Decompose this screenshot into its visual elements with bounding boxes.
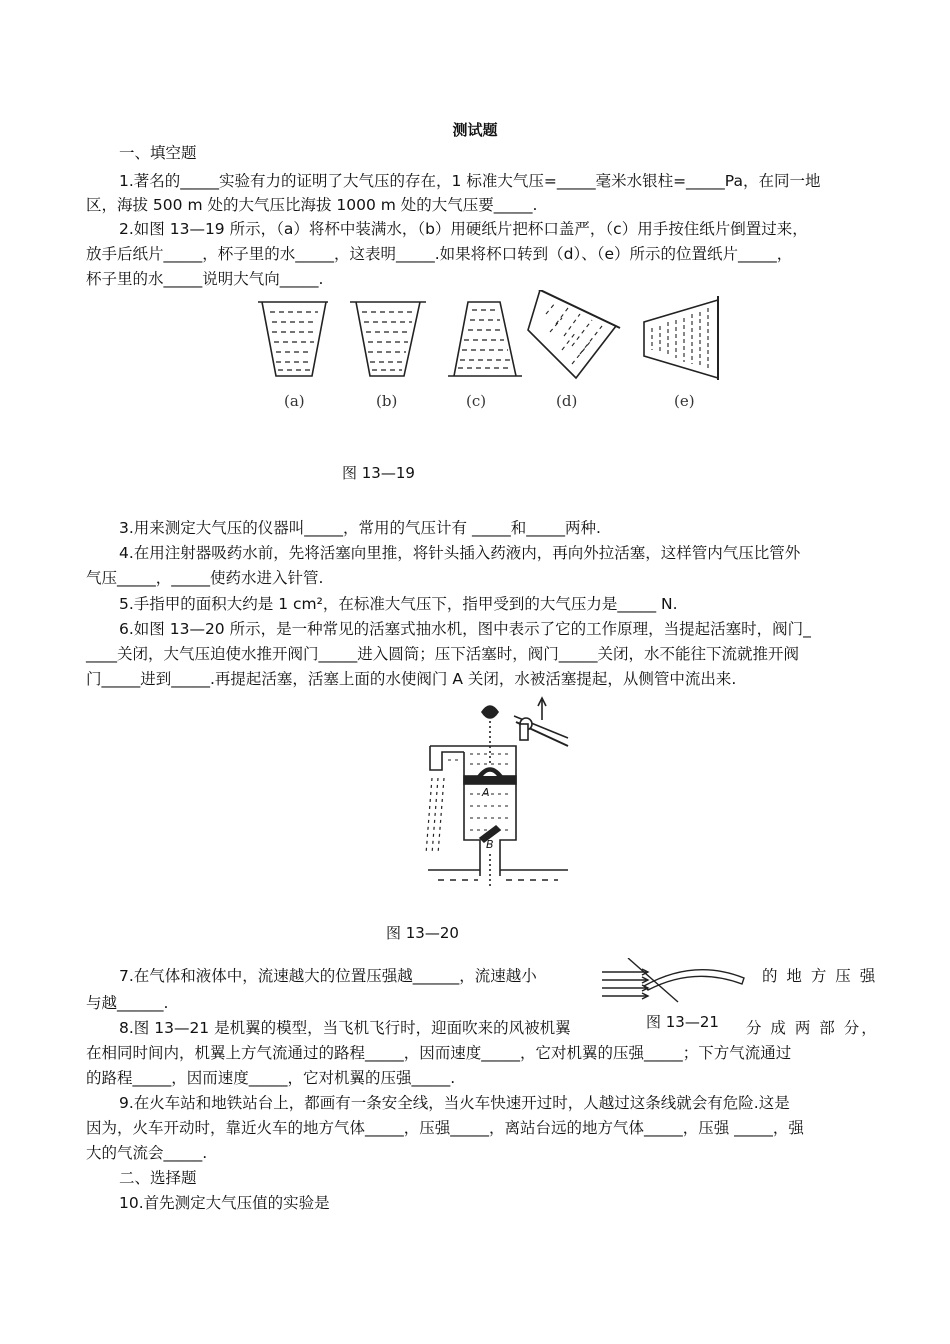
cup-c-label: (c): [466, 392, 487, 410]
cup-e-label: (e): [674, 392, 695, 410]
question-8-line-1-end: 分 成 两 部 分，: [746, 1019, 879, 1037]
question-2-line-1: 2.如图 13—19 所示，（a）将杯中装满水，（b）用硬纸片把杯口盖严，（c）用手按住纸片倒置过来，: [119, 220, 808, 238]
question-4-line-1: 4.在用注射器吸药水前，先将活塞向里推，将针头插入药液内，再向外拉活塞，这样管内气压比管外: [119, 544, 801, 562]
section-heading-multiple-choice: 二、选择题: [119, 1169, 197, 1187]
figure-13-19-caption: 图 13—19: [342, 464, 415, 482]
question-6-line-1: 6.如图 13—20 所示，是一种常见的活塞式抽水机，图中表示了它的工作原理，当提起活塞时，阀门_: [119, 620, 811, 638]
question-8-line-2: 在相同时间内，机翼上方气流通过的路程_____，因而速度_____，它对机翼的压强_____；下方气流通过: [86, 1044, 792, 1062]
figure-13-21-caption: 图 13—21: [646, 1013, 719, 1031]
cups-figure: [250, 290, 730, 380]
cup-e-illustration: [644, 296, 718, 380]
question-2-line-2: 放手后纸片_____，杯子里的水_____，这表明_____.如果将杯口转到（d）、（e）所示的位置纸片_____，: [86, 245, 793, 263]
cup-d-label: (d): [556, 392, 578, 410]
cup-c-illustration: [448, 302, 522, 376]
page-title: 测试题: [452, 121, 498, 139]
piston-pump-figure: [418, 694, 578, 890]
question-7-line-2: 与越______.: [86, 994, 169, 1012]
cup-b-label: (b): [376, 392, 398, 410]
figure-13-20-caption: 图 13—20: [386, 924, 459, 942]
section-heading-fill-in: 一、填空题: [119, 144, 197, 162]
question-9-line-2: 因为，火车开动时，靠近火车的地方气体_____，压强_____，离站台远的地方气体_____，压强 _____，强: [86, 1119, 804, 1137]
cup-a-label: (a): [284, 392, 305, 410]
question-9-line-3: 大的气流会_____.: [86, 1144, 208, 1162]
question-8-line-3: 的路程_____，因而速度_____，它对机翼的压强_____.: [86, 1069, 456, 1087]
valve-a-label: A: [482, 786, 490, 799]
question-4-line-2: 气压_____，_____使药水进入针管.: [86, 569, 324, 587]
question-7-line-1-end: 的 地 方 压 强: [762, 967, 878, 985]
question-10: 10.首先测定大气压值的实验是: [119, 1194, 330, 1212]
question-6-line-3: 门_____进到_____.再提起活塞，活塞上面的水使阀门 A 关闭，水被活塞提起，从侧管中流出来.: [86, 670, 737, 688]
question-9-line-1: 9.在火车站和地铁站台上，都画有一条安全线，当火车快速开过时，人越过这条线就会有危险.这是: [119, 1094, 790, 1112]
question-6-line-2: ____关闭，大气压迫使水推开阀门_____进入圆筒；压下活塞时，阀门_____关闭，水不能往下流就推开阀: [86, 645, 800, 663]
cup-a-illustration: [258, 302, 328, 376]
cup-b-illustration: [350, 302, 426, 376]
question-2-line-3: 杯子里的水_____说明大气向_____.: [86, 270, 324, 288]
question-8-line-1: 8.图 13—21 是机翼的模型，当飞机飞行时，迎面吹来的风被机翼: [119, 1019, 571, 1037]
question-7-line-1: 7.在气体和液体中，流速越大的位置压强越______，流速越小: [119, 967, 537, 985]
question-1-line-2: 区，海拔 500 m 处的大气压比海拔 1000 m 处的大气压要_____.: [86, 196, 538, 214]
cup-d-illustration: [528, 290, 620, 378]
valve-b-label: B: [486, 838, 494, 851]
question-1-line-1: 1.著名的_____实验有力的证明了大气压的存在，1 标准大气压=_____毫米水银柱=_____Pa，在同一地: [119, 172, 821, 190]
wing-model-figure: [598, 958, 748, 1004]
question-3: 3.用来测定大气压的仪器叫_____，常用的气压计有 _____和_____两种.: [119, 519, 601, 537]
question-5: 5.手指甲的面积大约是 1 cm²，在标准大气压下，指甲受到的大气压力是_____ N.: [119, 595, 678, 613]
